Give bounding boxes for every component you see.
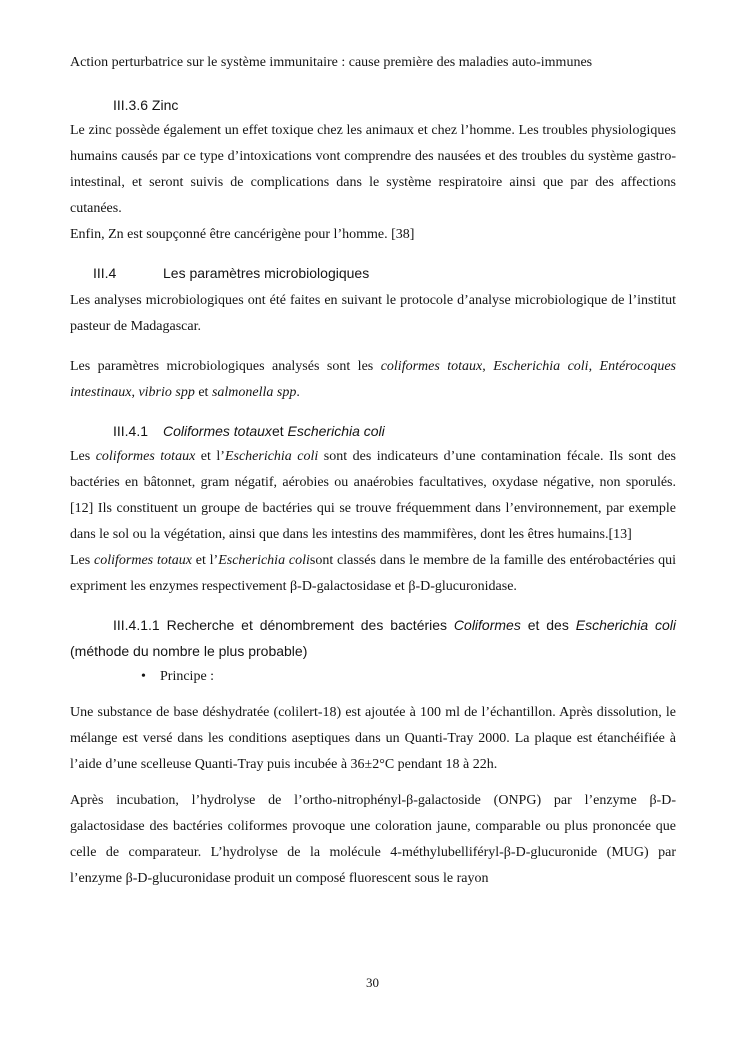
paragraph-coliformes-enterobacteries: Les coliformes totaux et l’Escherichia colisont classés dans le membre de la famille des entérobactéries qui expriment les enzymes respectivement β-D-galactosidase et β-D-glucuronidase. bbox=[70, 553, 676, 594]
paragraph-parametres-analyses: Les paramètres microbiologiques analysés sont les coliformes totaux, Escherichia coli, Entérocoques intestinaux, vibrio spp et salmonella spp. bbox=[70, 359, 676, 400]
heading-number: III.4 bbox=[93, 265, 117, 281]
heading-zinc-text: III.3.6 Zinc bbox=[113, 97, 179, 113]
paragraph-zinc-toxicity: Le zinc possède également un effet toxique chez les animaux et chez l’homme. Les troubles physiologiques humains causés par ce type d’intoxications vont comprendre des nausées et des troubles du système gastro-intestinal, et seront suivis de complications dans le système respiratoire ainsi que par des affections cutanées. bbox=[70, 123, 676, 216]
page-number: 30 bbox=[366, 975, 379, 990]
paragraph-autoimmune: Action perturbatrice sur le système immunitaire : cause première des maladies auto-immunes bbox=[70, 55, 593, 70]
heading-parametres-microbiologiques bbox=[70, 260, 676, 286]
bullet-principe bbox=[70, 664, 676, 690]
heading-title: Les paramètres microbiologiques bbox=[163, 265, 370, 281]
bullet-principe-label: Principe : bbox=[160, 669, 215, 684]
paragraph-principe-colilert: Une substance de base déshydratée (colilert-18) est ajoutée à 100 ml de l’échantillon. Après dissolution, le mélange est versé dans les conditions aseptiques dans un Quanti-Tray 2000. La plaque est étanchéifiée à l’aide d’une scelleuse Quanti-Tray puis incubée à 36±2°C pendant 18 à 22h. bbox=[70, 705, 676, 772]
heading-zinc bbox=[70, 92, 676, 118]
bullet-icon: • bbox=[141, 669, 146, 684]
heading-recherche-denombrement: III.4.1.1 Recherche et dénombrement des bactéries Coliformes et des Escherichia coli (méthode du nombre le plus probable) bbox=[70, 617, 676, 659]
paragraph-analyses-protocole: Les analyses microbiologiques ont été faites en suivant le protocole d’analyse microbiologique de l’institut pasteur de Madagascar. bbox=[70, 293, 676, 334]
heading-number: III.4.1 bbox=[113, 423, 149, 439]
heading-title: Coliformes totauxet Escherichia coli bbox=[163, 423, 385, 439]
paragraph-coliformes-indicateurs: Les coliformes totaux et l’Escherichia coli sont des indicateurs d’une contamination fécale. Ils sont des bactéries en bâtonnet, gram négatif, aérobies ou anaérobies facultatives, oxydase négative, non sporulés. [12] Ils constituent un groupe de bactéries qui se trouve fréquemment dans l’environnement, par exemple dans le sol ou la végétation, ainsi que dans les intestins des mammifères, dont les êtres humains.[13] bbox=[70, 449, 676, 542]
paragraph-incubation-hydrolyse: Après incubation, l’hydrolyse de l’ortho-nitrophényl-β-galactoside (ONPG) par l’enzyme β-D-galactosidase des bactéries coliformes provoque une coloration jaune, comparable ou plus prononcée que celle de comparateur. L’hydrolyse de la molécule 4-méthylubelliféryl-β-D-glucuronide (MUG) par l’enzyme β-D-glucuronidase produit un composé fluorescent sous le rayon bbox=[70, 793, 676, 886]
paragraph-zinc-carcinogen: Enfin, Zn est soupçonné être cancérigène pour l’homme. [38] bbox=[70, 227, 415, 242]
heading-coliformes-ecoli bbox=[70, 418, 676, 444]
